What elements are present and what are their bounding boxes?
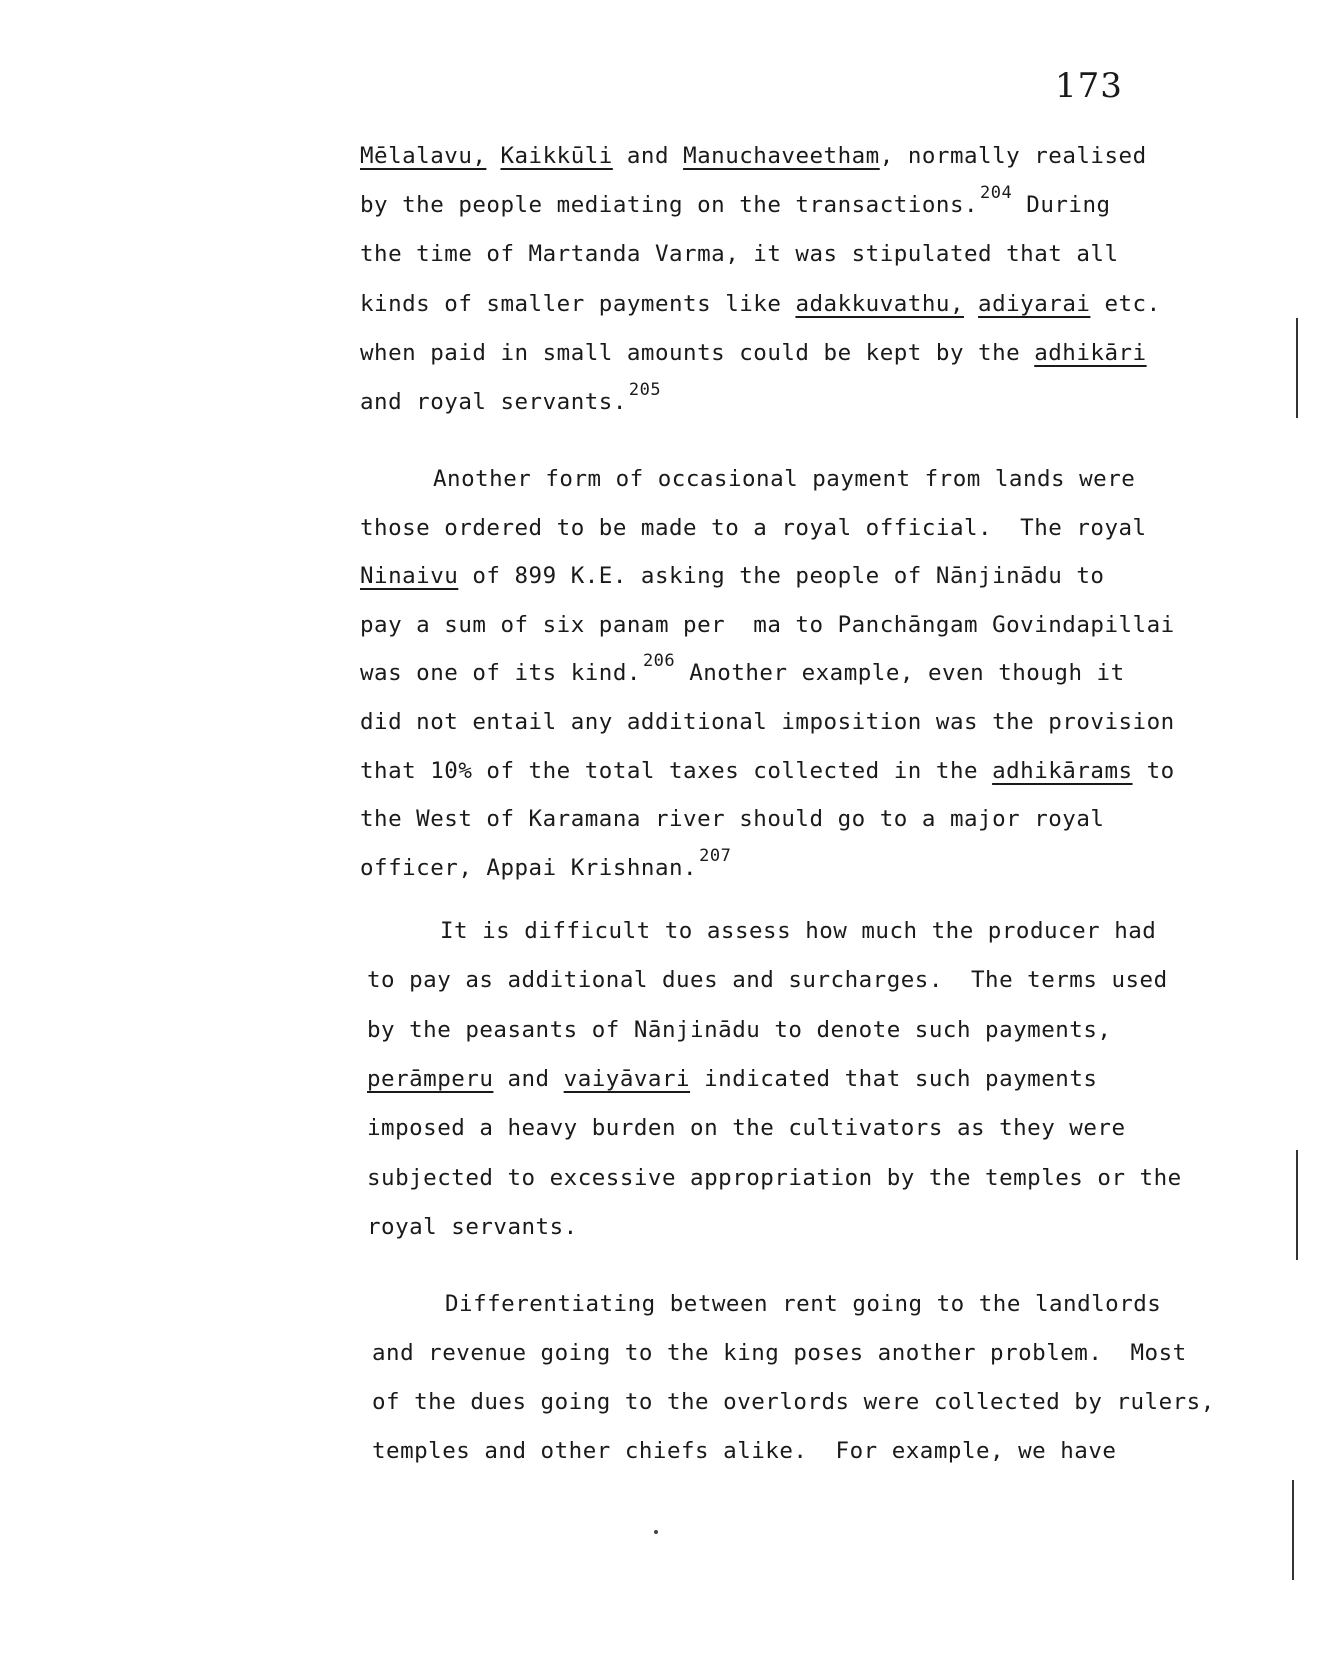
text-line xyxy=(445,1293,1161,1316)
footnote-ref: 205 xyxy=(628,380,662,400)
text-line xyxy=(360,845,732,881)
text-span: Differentiating between rent going to the landlords xyxy=(445,1291,1162,1317)
text-span: and xyxy=(493,1065,564,1092)
text-line xyxy=(360,243,1119,266)
margin-line xyxy=(1296,1150,1298,1260)
underlined-term: Mēlalavu, xyxy=(360,143,487,169)
text-span: those ordered to be made to a royal official. The royal xyxy=(360,514,1147,541)
text-line xyxy=(440,920,1156,943)
underlined-term: adhikārams xyxy=(992,757,1133,784)
text-span: and royal servants. xyxy=(360,389,627,415)
text-line xyxy=(360,651,1125,687)
text-span: by the peasants of Nānjinādu to denote such payments, xyxy=(367,1016,1112,1043)
text-span: pay a sum of six panam per ma to Panchāngam Govindapillai xyxy=(360,611,1175,638)
page-number: 173 xyxy=(1055,66,1123,106)
text-span xyxy=(964,291,978,317)
underlined-term: Kaikkūli xyxy=(500,143,613,169)
text-span: of 899 K.E. asking the people of Nānjinādu to xyxy=(458,563,1105,590)
text-span: subjected to excessive appropriation by the temples or the xyxy=(367,1164,1182,1191)
text-span: royal servants. xyxy=(367,1213,578,1240)
text-line xyxy=(360,145,1147,168)
underlined-term: Ninaivu xyxy=(360,563,459,590)
underlined-term: Manuchaveetham xyxy=(683,143,880,169)
text-line xyxy=(360,514,1147,541)
text-span: imposed a heavy burden on the cultivators as they were xyxy=(367,1115,1126,1142)
text-line xyxy=(360,757,1175,784)
text-span: of the dues going to the overlords were collected by rulers, xyxy=(372,1389,1215,1415)
text-span: indicated that such payments xyxy=(690,1065,1098,1092)
text-span: was one of its kind. xyxy=(360,660,641,687)
underlined-term: adiyarai xyxy=(978,290,1091,317)
text-line xyxy=(360,808,1104,831)
footnote-ref: 206 xyxy=(642,651,676,672)
text-line xyxy=(360,339,1147,366)
margin-line xyxy=(1292,1480,1294,1580)
margin-line xyxy=(1296,318,1298,418)
text-line xyxy=(367,969,1168,992)
text-span: and revenue going to the king poses another problem. Most xyxy=(372,1340,1187,1366)
text-line xyxy=(360,183,1111,219)
text-line xyxy=(367,1117,1126,1140)
scan-speck xyxy=(654,1530,658,1534)
text-line xyxy=(360,290,1161,317)
text-span: Another example, even though it xyxy=(675,660,1125,687)
text-line xyxy=(360,380,662,415)
underlined-term: adakkuvathu, xyxy=(795,290,964,317)
text-span: and xyxy=(612,143,684,169)
text-line xyxy=(372,1440,1116,1463)
text-span: officer, Appai Krishnan. xyxy=(360,854,698,881)
text-span: the West of Karamana river should go to a major royal xyxy=(360,806,1105,833)
underlined-term: adhikāri xyxy=(1034,339,1147,366)
text-span: to xyxy=(1132,757,1175,784)
text-span: , normally realised xyxy=(879,143,1147,169)
text-span: when paid in small amounts could be kept by the xyxy=(360,339,1035,366)
text-line xyxy=(360,565,1104,588)
text-line xyxy=(367,1164,1182,1191)
text-line xyxy=(372,1342,1187,1365)
text-line xyxy=(433,468,1135,491)
text-span: temples and other chiefs alike. For example, we have xyxy=(372,1438,1117,1464)
text-span: kinds of smaller payments like xyxy=(360,290,796,317)
text-span: It is difficult to assess how much the producer had xyxy=(440,918,1157,944)
text-span: that 10% of the total taxes collected in the xyxy=(360,757,993,784)
text-span: by the people mediating on the transactions. xyxy=(360,192,979,219)
text-span: etc. xyxy=(1090,290,1161,317)
text-span: did not entail any additional imposition was the provision xyxy=(360,709,1175,735)
text-line xyxy=(367,1213,578,1240)
text-span xyxy=(486,143,500,169)
text-line xyxy=(367,1065,1098,1092)
text-line xyxy=(360,611,1175,638)
text-span: During xyxy=(1012,192,1111,219)
underlined-term: perāmperu xyxy=(367,1065,494,1092)
underlined-term: vaiyāvari xyxy=(563,1065,691,1092)
footnote-ref: 204 xyxy=(980,183,1013,204)
text-line xyxy=(367,1016,1112,1043)
text-span: Another form of occasional payment from lands were xyxy=(433,466,1136,492)
text-line xyxy=(360,711,1175,734)
text-span: to pay as additional dues and surcharges. The terms used xyxy=(367,967,1168,994)
text-span: the time of Martanda Varma, it was stipulated that all xyxy=(360,241,1119,268)
footnote-ref: 207 xyxy=(699,845,732,866)
text-line xyxy=(372,1391,1215,1414)
